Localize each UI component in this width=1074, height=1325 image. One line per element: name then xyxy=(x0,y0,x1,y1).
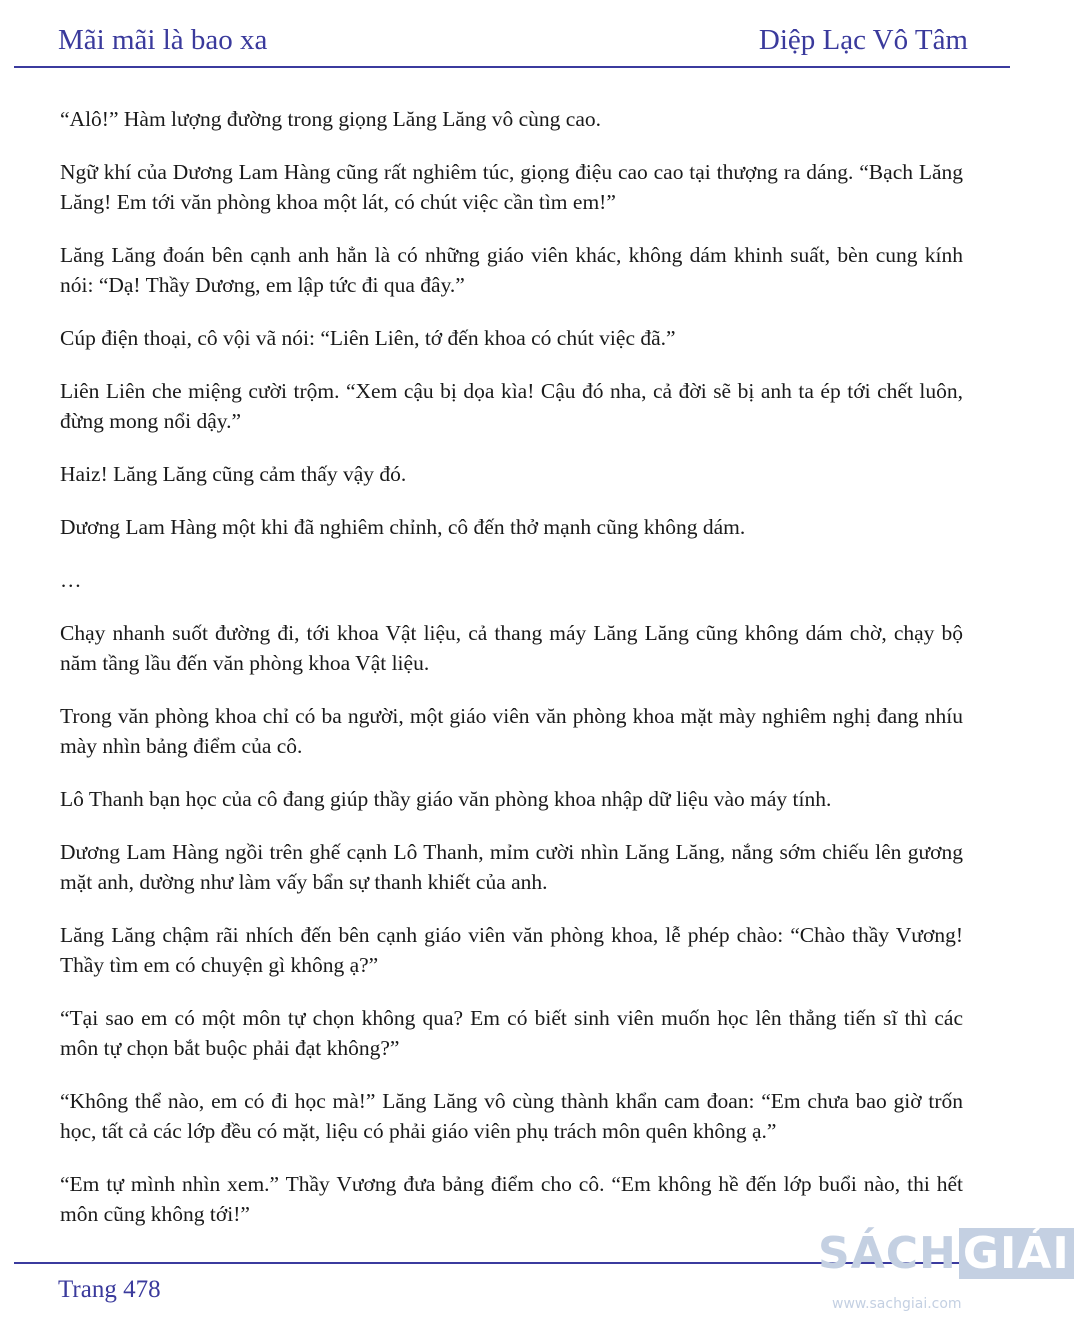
paragraph: “Alô!” Hàm lượng đường trong giọng Lăng Lăng vô cùng cao. xyxy=(60,107,602,131)
paragraph: “Không thể nào, em có đi học mà!” Lăng Lăng vô cùng thành khẩn cam đoan: “Em chưa bao giờ trốn học, tất cả các lớp đều có mặt, liệu có phải giáo viên phụ trách môn quên không ạ.” xyxy=(60,1089,963,1143)
sachgiai-watermark xyxy=(818,1228,1070,1325)
paragraph: “Tại sao em có một môn tự chọn không qua? Em có biết sinh viên muốn học lên thẳng tiến sĩ thì các môn tự chọn bắt buộc phải đạt không?” xyxy=(60,1006,963,1060)
paragraph: Dương Lam Hàng ngồi trên ghế cạnh Lô Thanh, mỉm cười nhìn Lăng Lăng, nắng sớm chiếu lên gương mặt anh, dường như làm vấy bẩn sự thanh khiết của anh. xyxy=(60,840,963,894)
paragraph: Liên Liên che miệng cười trộm. “Xem cậu bị dọa kìa! Cậu đó nha, cả đời sẽ bị anh ta ép tới chết luôn, đừng mong nổi dậy.” xyxy=(60,379,963,433)
page-header xyxy=(14,0,1010,68)
paragraph: Ngữ khí của Dương Lam Hàng cũng rất nghiêm túc, giọng điệu cao cao tại thượng ra dáng. “Bạch Lăng Lăng! Em tới văn phòng khoa một lát, có chút việc cần tìm em!” xyxy=(60,160,963,214)
paragraph: Cúp điện thoại, cô vội vã nói: “Liên Liên, tớ đến khoa có chút việc đã.” xyxy=(60,326,676,350)
paragraph: Lô Thanh bạn học của cô đang giúp thầy giáo văn phòng khoa nhập dữ liệu vào máy tính. xyxy=(60,787,832,811)
paragraph: Chạy nhanh suốt đường đi, tới khoa Vật liệu, cả thang máy Lăng Lăng cũng không dám chờ, chạy bộ năm tầng lầu đến văn phòng khoa Vật liệu. xyxy=(60,621,963,675)
paragraph: Trong văn phòng khoa chỉ có ba người, một giáo viên văn phòng khoa mặt mày nghiêm nghị đang nhíu mày nhìn bảng điểm của cô. xyxy=(60,704,963,758)
paragraph: Lăng Lăng đoán bên cạnh anh hẳn là có những giáo viên khác, không dám khinh suất, bèn cung kính nói: “Dạ! Thầy Dương, em lập tức đi qua đây.” xyxy=(60,243,963,297)
watermark-logo-left: SÁCH xyxy=(818,1228,957,1279)
paragraph: Haiz! Lăng Lăng cũng cảm thấy vậy đó. xyxy=(60,462,407,486)
page-number: Trang 478 xyxy=(58,1276,161,1303)
page-body xyxy=(60,104,963,1252)
watermark-url: www.sachgiai.com xyxy=(832,1296,962,1312)
watermark-logo-right: GIẢI xyxy=(959,1228,1074,1279)
paragraph: Lăng Lăng chậm rãi nhích đến bên cạnh giáo viên văn phòng khoa, lễ phép chào: “Chào thầy Vương! Thầy tìm em có chuyện gì không ạ?” xyxy=(60,923,963,977)
paragraph: “Em tự mình nhìn xem.” Thầy Vương đưa bảng điểm cho cô. “Em không hề đến lớp buổi nào, thi hết môn cũng không tới!” xyxy=(60,1172,963,1226)
watermark-logo xyxy=(818,1228,1074,1279)
book-title: Mãi mãi là bao xa xyxy=(58,24,268,56)
author-name: Diệp Lạc Vô Tâm xyxy=(758,24,968,56)
paragraph: Dương Lam Hàng một khi đã nghiêm chỉnh, cô đến thở mạnh cũng không dám. xyxy=(60,515,746,539)
ellipsis-separator: … xyxy=(60,568,82,592)
